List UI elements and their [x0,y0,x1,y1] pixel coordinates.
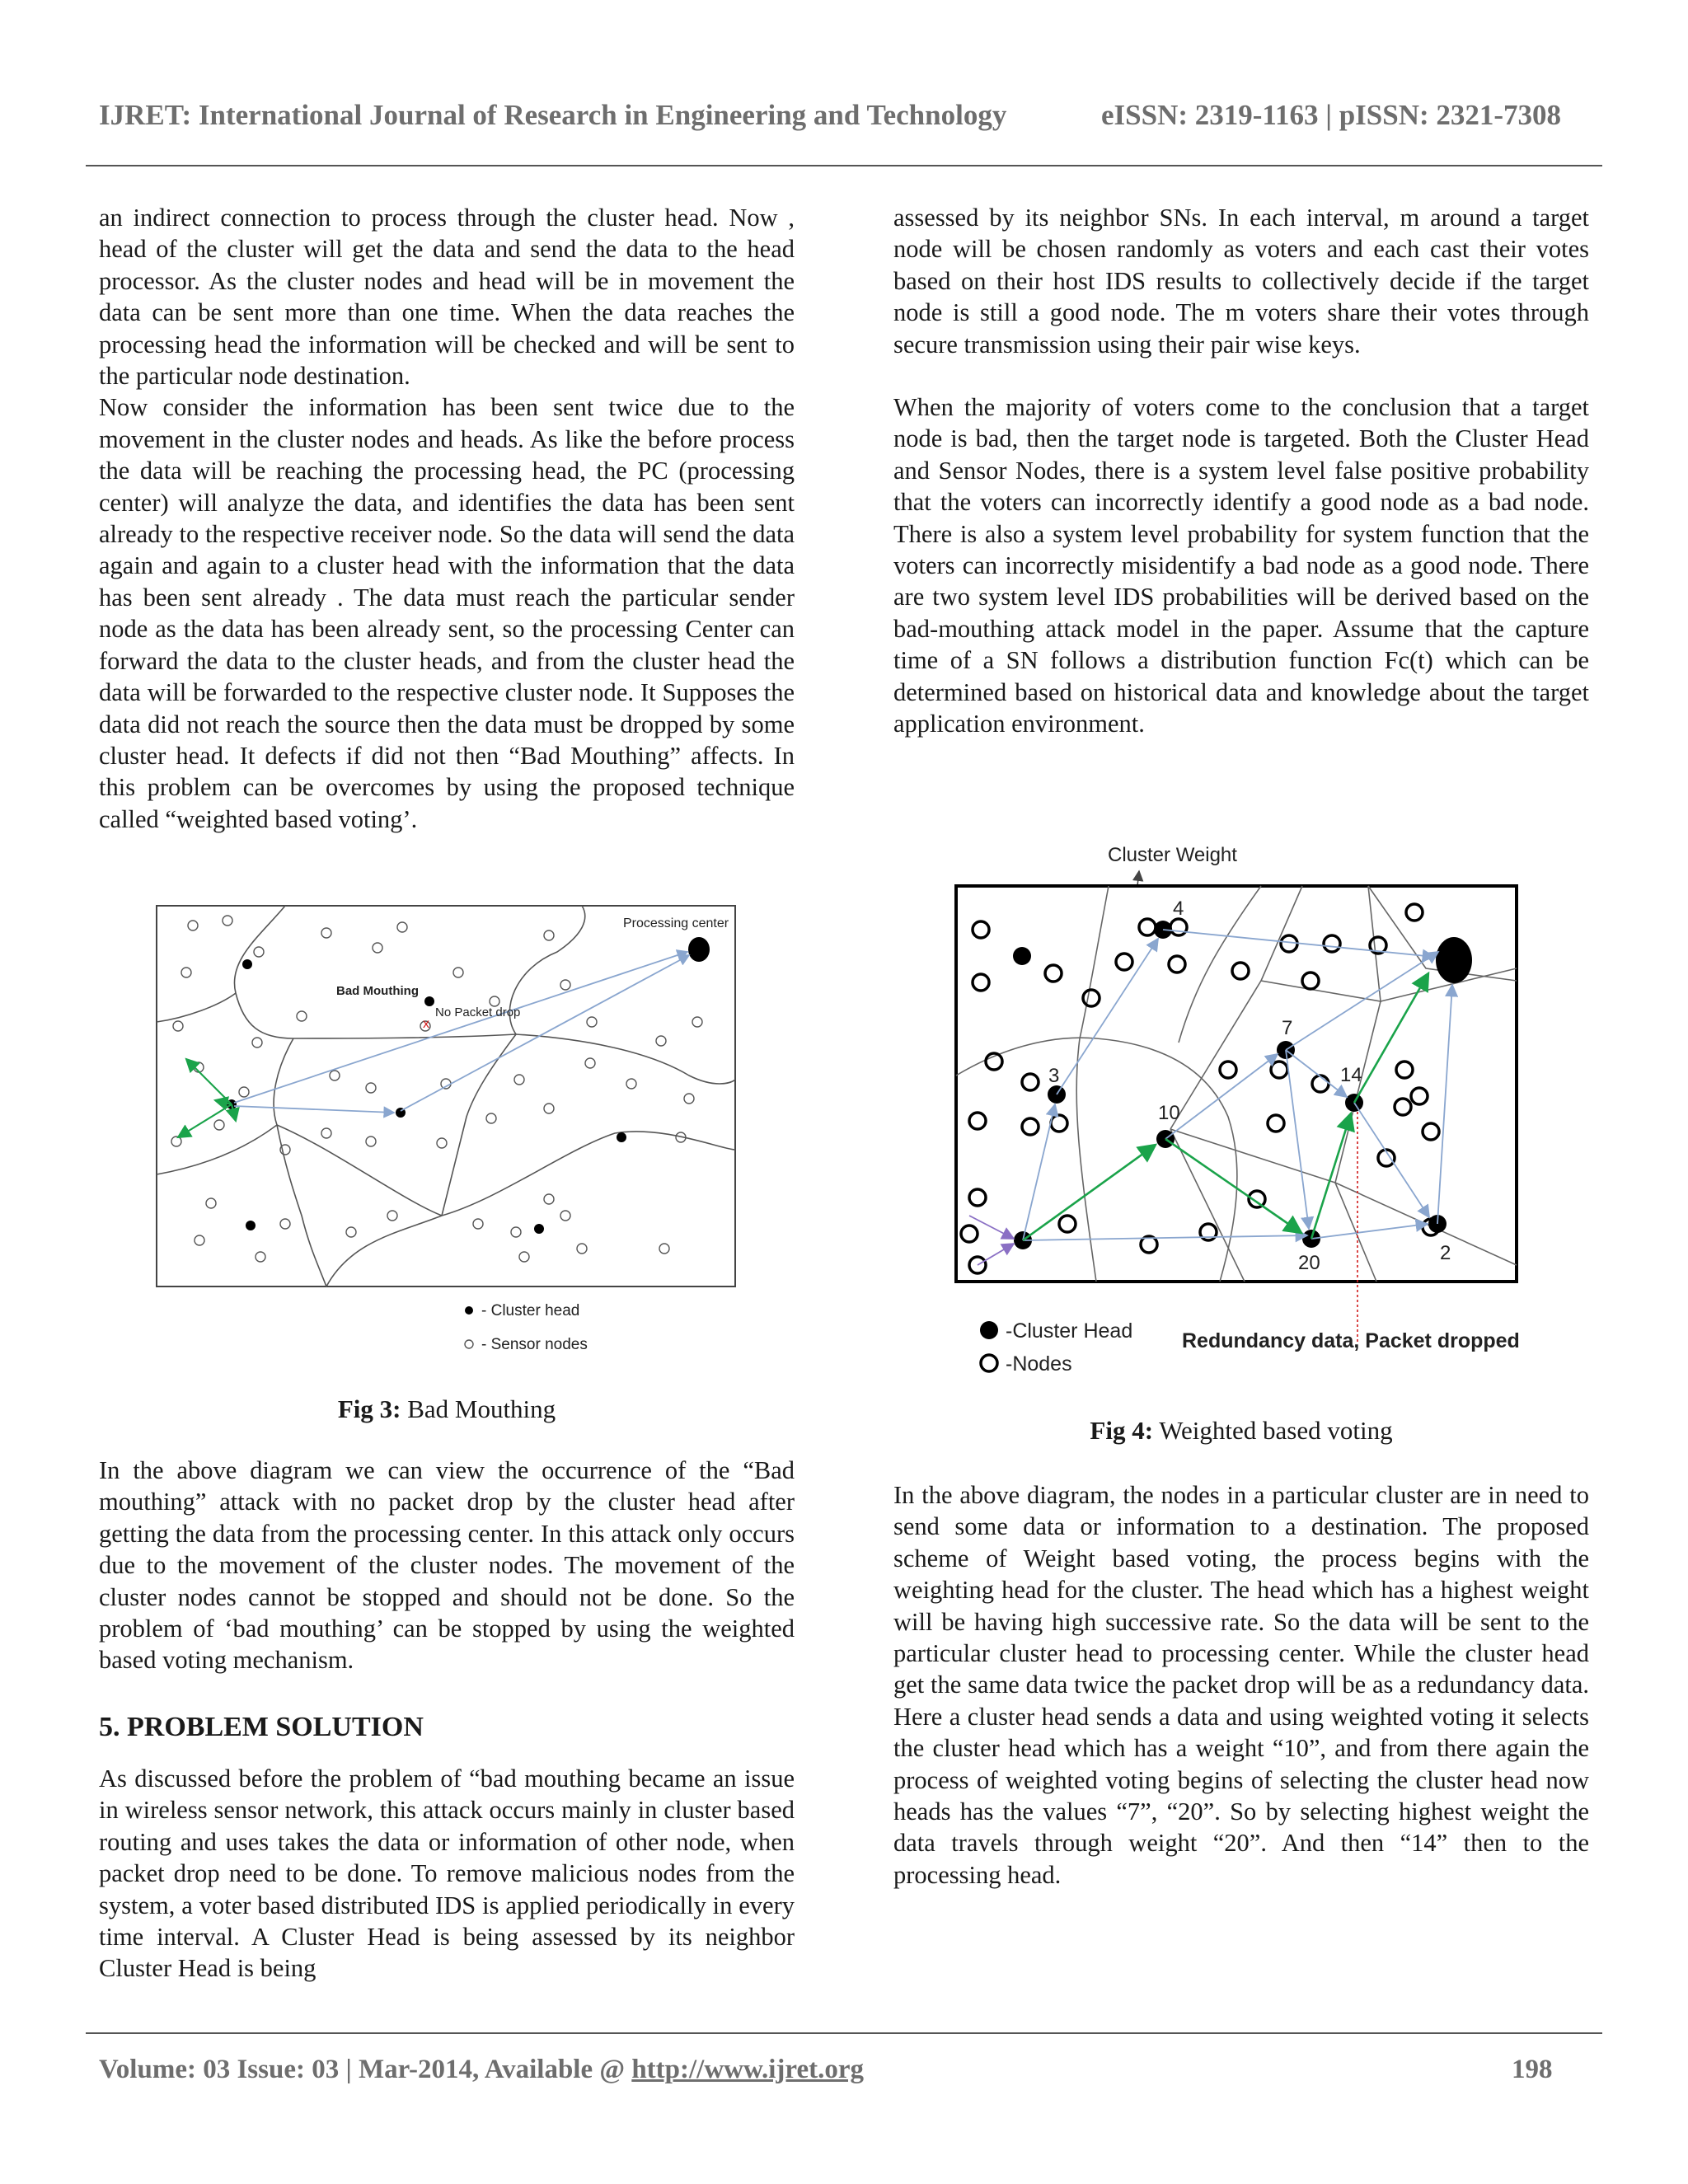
paragraph: As discussed before the problem of “bad mouthing became an issue in wireless sensor network, this attack occurs mainly in cluster based routing and uses takes the data or information of other node, when packet drop need to be done. To remove malicious nodes from the system, a voter based distributed IDS is applied periodically in every time interval. A Cluster Head is being assessed by its neighbor Cluster Head is being [99,1765,795,1983]
caption-text: Bad Mouthing [407,1394,556,1423]
figure3-caption [99,1394,795,1424]
weight-14: 14 [1340,1064,1362,1086]
weight-3: 3 [1048,1065,1060,1087]
weight-10: 10 [1158,1102,1180,1124]
processing-head-node [1436,937,1472,983]
issn-line: eISSN: 2319-1163 | pISSN: 2321-7308 [1101,99,1562,131]
paragraph: an indirect connection to process through the cluster head. Now , head of the cluster will get the data and send the data to the head processor. As the cluster nodes and head will be in movement the data can be sent more than one time. When the data reaches the processing head the information will be checked and will be sent to the particular node destination. [99,204,795,391]
cluster-weight-label: Cluster Weight [1108,844,1237,866]
legend-cluster-head: -Cluster Head [1006,1319,1133,1343]
cluster-weight-pointer [1137,871,1139,886]
legend-cluster-head-dot [980,1321,998,1339]
x-mark: x [423,1017,429,1031]
processing-center-node [688,937,710,962]
header-rule [86,165,1602,166]
left-column-top [99,202,795,835]
right-column-bottom [893,1479,1589,1891]
legend-cluster-head-dot [465,1306,473,1315]
caption-text: Weighted based voting [1159,1416,1393,1445]
caption-label: Fig 3: [337,1394,401,1423]
left-column-middle [99,1455,795,1676]
footer-volume [99,2055,864,2085]
figure-bad-mouthing [153,902,738,1364]
bad-mouthing-label: Bad Mouthing [336,984,419,998]
legend-sensor-node-dot [465,1340,473,1348]
weight-4: 4 [1173,898,1184,920]
page-number: 198 [1512,2055,1553,2084]
weight-2: 2 [1440,1242,1451,1264]
paragraph: In the above diagram, the nodes in a particular cluster are in need to send some data or information to a destination. The proposed scheme of Weight based voting, the process begins with the weighting head for the cluster. The head which has a highest weight will be having high successive rate. So the data will be sent to the particular cluster head to processing center. While the cluster head get the same data twice the packet drop will be as a redundancy data. Here a cluster head sends a data and using weighted voting it selects the cluster head which has a weight “10”, and from there again the process of weighted voting begins of selecting the cluster head now heads has the values “7”, “20”. So by selecting highest weight the data travels through weight “20”. And then “14” then to the processing head. [893,1481,1589,1889]
redundancy-label: Redundancy data, Packet dropped [1182,1329,1520,1352]
no-packet-drop-label: No Packet drop [435,1005,521,1019]
caption-label: Fig 4: [1090,1416,1154,1445]
weight-7: 7 [1282,1017,1293,1039]
paragraph: In the above diagram we can view the occurrence of the “Bad mouthing” attack with no packet drop by the cluster head after getting the data from the processing center. In this attack only occurs due to the movement of the cluster nodes. The movement of the cluster nodes cannot be stopped and should not be done. So the problem of ‘bad mouthing’ can be stopped by using the weighted based voting mechanism. [99,1456,795,1675]
footer-rule [86,2032,1602,2034]
paragraph: When the majority of voters come to the conclusion that a target node is bad, then the target node is targeted. Both the Cluster Head and Sensor Nodes, there is a system level false positive probability that the voters can incorrectly identify a good node as a bad node. There is also a system level probability for system function that the voters can incorrectly misidentify a bad node as a good node. There are two system level IDS probabilities will be derived based on the bad-mouthing attack model in the paper. Assume that the capture time of a SN follows a distribution function Fc(t) which can be determined based on historical data and knowledge about the target application environment. [893,393,1589,738]
figure4-caption [893,1416,1589,1446]
figure-weighted-voting [948,837,1525,1393]
right-column-top [893,202,1589,740]
journal-title: IJRET: International Journal of Research in Engineering and Technology [99,99,1007,131]
paragraph: Now consider the information has been sent twice due to the movement in the cluster nodes and heads. As like the before process the data will be reaching the processing head, the PC (processing center) will analyze the data, and identifies the data has been sent already to the respective receiver node. So the data will send the data again and again to a cluster head with the information that the data has been sent already . The data must reach the particular sender node as the data has been already sent, so the processing Center can forward the data to the cluster heads, and from the cluster head the data will be forwarded to the respective cluster node. It Supposes the data did not reach the source then the data must be dropped by some cluster head. It defects if did not then “Bad Mouthing” affects. In this problem can be overcomes by using the proposed technique called “weighted based voting’. [99,393,795,833]
footer-volume-text: Volume: 03 Issue: 03 | Mar-2014, Available @ [99,2055,632,2084]
processing-center-label: Processing center [623,916,729,930]
legend-nodes: -Nodes [1006,1352,1072,1376]
legend-cluster-head: - Cluster head [481,1302,580,1319]
legend-node-dot [981,1355,997,1371]
left-column-bottom [99,1763,795,1985]
journal-link[interactable]: http://www.ijret.org [631,2055,864,2084]
paragraph: assessed by its neighbor SNs. In each interval, m around a target node will be chosen randomly as voters and each cast their votes based on their host IDS results to collectively decide if the target node is still a good node. The m voters share their votes through secure transmission using their pair wise keys. [893,204,1589,359]
legend-sensor-nodes: - Sensor nodes [481,1336,588,1353]
weight-20: 20 [1298,1252,1320,1274]
section-heading: 5. PROBLEM SOLUTION [99,1712,424,1742]
